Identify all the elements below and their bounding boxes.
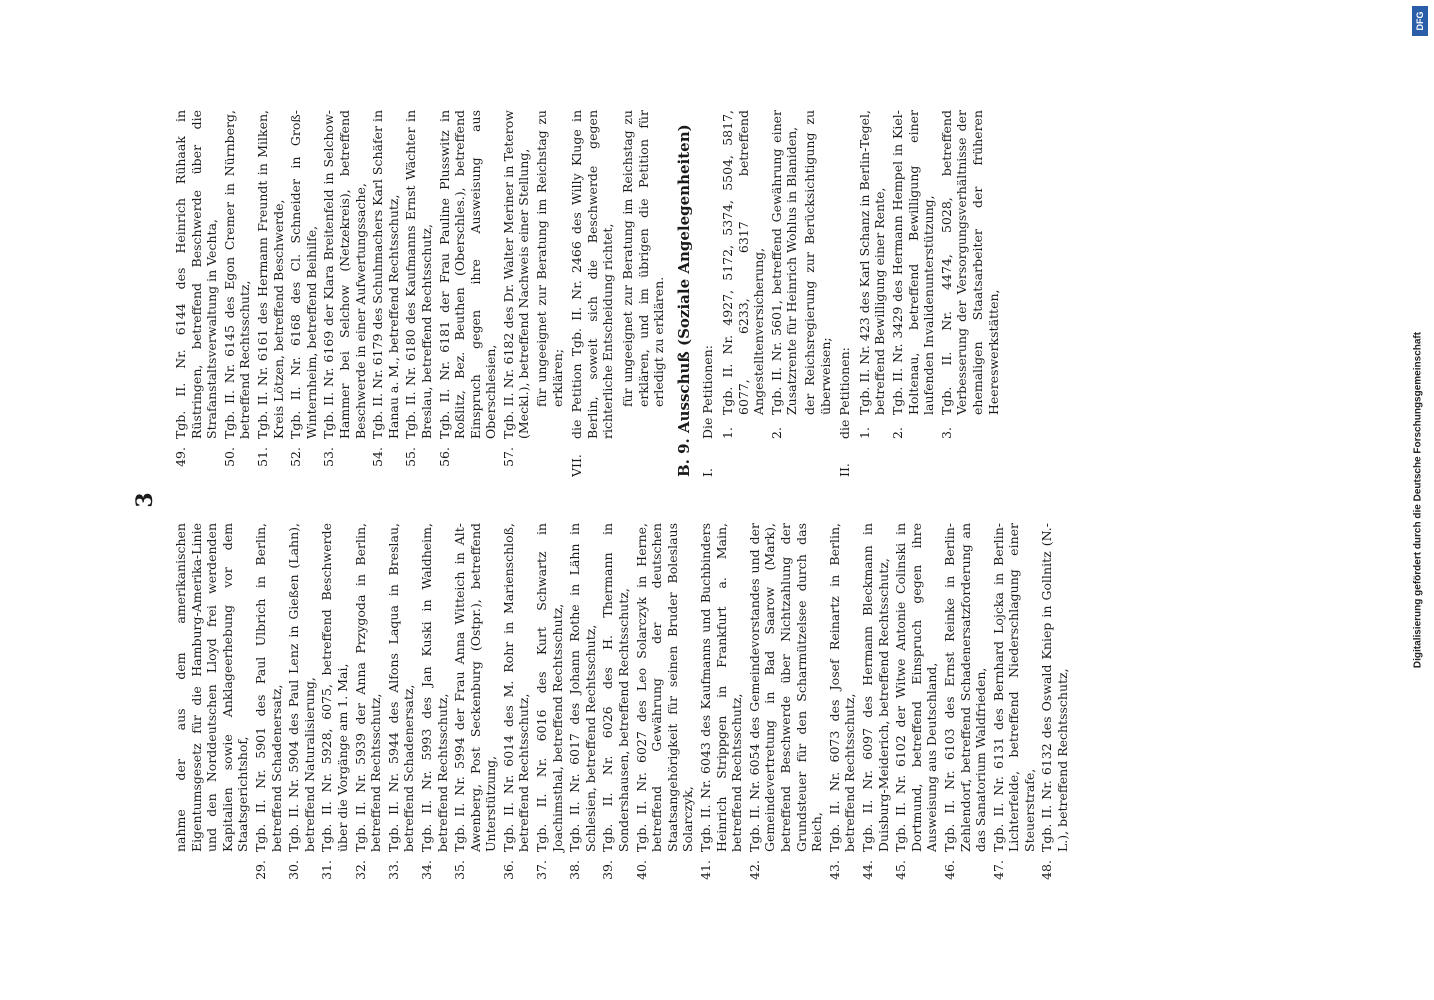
petition-entry [893,523,940,890]
petition-entry [286,523,317,890]
entry-text: Tgb. II. Nr. 6026 des H. Thermann in Sondershausen, betreffend Rechtsschutz, [600,523,632,852]
unsuitable-verdict: für ungeeignet zur Beratung im Reichstag zu erklären; [534,110,565,407]
entry-number: 57. [500,447,516,467]
item-ii-number: II. [837,463,853,477]
petition-entry [567,523,598,890]
petition-entry [991,523,1038,890]
petition-entry [501,110,532,477]
entry-number: 35. [452,860,468,880]
entry-number: 47. [990,860,1006,880]
entry-number: 30. [286,860,302,880]
entry-number: 53. [321,447,337,467]
item-ii [837,110,853,477]
entry-text: Tgb. II. Nr. 6073 des Josef Reinartz in Berlin, betreffend Rechtsschutz, [826,523,858,852]
entry-text: Tgb. II. Nr. 6097 des Hermann Bleckmann in Duisburg-Meiderich, betreffend Rechtsschutz, [859,523,891,852]
entry-text: Tgb. II. Nr. 6054 des Gemeindevorstandes und der Gemeindevertretung in Bad Saarow (Mark), betreffend Beschwerde über Nichtzahlung der Grundsteuer für den Scharmützelsee durch das Reich, [746,523,825,852]
entry-number: 54. [370,447,386,467]
entry-number: 43. [826,860,842,880]
petition-entry [370,110,401,477]
petition-entry [827,523,858,890]
entry-text: Tgb. II. Nr. 5944 des Alfons Laqua in Breslau, betreffend Schadenersatz, [385,523,417,852]
entry-text: Tgb. II. Nr. 6180 des Kaufmanns Ernst Wächter in Breslau, betreffend Rechtsschutz, [403,110,434,439]
page-number: 3 [132,492,158,508]
entry-text: Tgb. II. Nr. 6179 des Schuhmachers Karl Schäfer in Hanau a. M., betreffend Rechtsschutz, [370,110,401,439]
entry-text: Tgb. II. Nr. 6161 des Hermann Freundt in Milken, Kreis Lötzen, betreffend Beschwerde, [254,110,286,439]
entry-number: 37. [534,860,550,880]
entry-text: Tgb. II. Nr. 423 des Karl Schanz in Berlin-Tegel, betreffend Bewilligung einer Rente, [856,110,888,415]
entry-text: Tgb. II. Nr. 6131 des Bernhard Lojcka in Berlin-Lichterfelde, betreffend Niederschlagung einer Steuerstrafe, [990,523,1037,852]
petition-entry [321,110,368,477]
petition-entry [222,110,253,477]
petition-entry [173,110,220,477]
entry-number: 45. [893,860,909,880]
entry-text: Tgb. II. Nr. 6103 des Ernst Reinke in Berlin-Zehlendorf, betreffend Schadenersatzforderung an das Sanatorium Waldfrieden, [941,523,989,852]
petition-entry [534,523,565,890]
dfg-logo [1412,6,1428,36]
entry-text: Tgb. II. Nr. 3429 des Hermann Hempel in Kiel-Holtenau, betreffend Bewilligung einer laufenden Invalidenunterstützung, [889,110,937,415]
petition-entry [857,110,888,439]
left-column [173,523,1303,890]
entry-number: 41. [698,860,713,880]
funding-note-text: Digitalisierung gefördert durch die Deutsche Forschungsgemeinschaft [1412,331,1424,669]
entry-number: 33. [385,860,401,880]
petition-entry [860,523,891,890]
section-heading: B. 9. Ausschuß (Soziale Angelegenheiten) [674,124,693,477]
dfg-logo-text: DFG [1415,11,1425,31]
petition-entry [600,523,631,890]
entry-number: 40. [633,860,649,880]
entry-text: Tgb. II. Nr. 6102 der Witwe Antonie Colinski in Dortmund, betreffend Einspruch gegen ihre Ausweisung aus Deutschland, [893,523,940,852]
entry-number: 31. [319,860,335,880]
entry-number: 2. [889,427,905,439]
entry-number: 38. [567,860,583,880]
entry-text: Tgb. II. Nr. 5994 der Frau Anna Witteich in Alt-Awenberg, Post Seckenburg (Ostpr.), betreffend Unterstützung, [452,523,499,852]
entry-number: 32. [352,860,368,880]
petition-entry [253,523,284,890]
left-intro-text: nahme der aus dem amerikanischen Eigentumsgesetz für die Hamburg-Amerika-Linie und den Norddeutschen Lloyd frei werdenden Kapitalien sowie Anklageerhebung vor dem Staatsgerichtshof, [173,523,251,852]
entry-number: 42. [746,860,762,880]
entry-text: Tgb. II. Nr. 4927, 5172, 5374, 5504, 5817, 6077, 6233, 6317 betreffend Angestelltenversicherung, [720,110,767,415]
entry-text: Tgb. II. Nr. 4474, 5028, betreffend Verbesserung der Versorgungsverhältnisse der ehemaligen Staatsarbeiter der früheren Heereswerkstätten, [938,110,1001,415]
entry-text: Tgb. II. Nr. 6027 des Leo Solarczyk in Herne, betreffend Gewährung der deutschen Staatsangehörigkeit für seinen Bruder Boleslaus Solarczyk, [633,523,696,852]
item-i [700,110,716,477]
entry-text: Tgb. II. Nr. 6132 des Oswald Kniep in Gollnitz (N.-L.), betreffend Rechtsschutz, [1039,523,1071,852]
entry-number: 1. [856,427,872,439]
entry-number: 2. [768,427,784,439]
entry-text: Tgb. II. Nr. 6168 des Cl. Schneider in Groß-Winternheim, betreffend Beihilfe, [288,110,319,439]
entry-number: 1. [720,427,735,439]
petition-entry [403,110,434,477]
petition-entry [419,523,450,890]
entry-number: 48. [1039,860,1055,880]
entry-number: 50. [221,447,237,467]
right-entry-list [173,110,532,477]
petition-entry [255,110,286,477]
petition-entry [769,110,800,439]
rotated-document-page [97,70,1337,930]
entry-number: 44. [859,860,875,880]
petition-entry [386,523,417,890]
petition-entry [939,110,1001,439]
entry-text: Tgb. II. Nr. 6017 des Johann Rothe in Lähn in Schlesien, betreffend Rechtsschutz, [567,523,598,852]
entry-number: 46. [941,860,957,880]
entry-text: Tgb. II. Nr. 6014 des M. Rohr in Marienschloß, betreffend Rechtsschutz, [500,523,532,852]
entry-text: Tgb. II. Nr. 5904 des Paul Lenz in Gießen (Lahn), betreffend Naturalisierung, [286,523,317,852]
entry-number: 29. [252,860,268,880]
entry-text: Tgb. II. Nr. 6182 des Dr. Walter Meriner in Teterow (Meckl.), betreffend Nachweis einer Stellung, [500,110,532,439]
entry-number: 56. [436,447,452,467]
entry-text: Tgb. II. Nr. 5993 des Jan Kuski in Waldheim, betreffend Rechtsschutz, [418,523,450,852]
entry-text: Tgb. II. Nr. 5928, 6075, betreffend Beschwerde über die Vorgänge am 1. Mai, [319,523,350,852]
entry-text: Tgb. II. Nr. 5901 des Paul Ulbrich in Berlin, betreffend Schadenersatz, [252,523,284,852]
entry-number: 34. [418,860,434,880]
petition-entry [1039,523,1070,890]
petition-entry [288,110,319,477]
petition-entry [890,110,937,439]
petition-entry [747,523,825,890]
item-ii-list [857,110,1001,477]
entry-text: Tgb. II. Nr. 6016 des Kurt Schwartz in Joachimsthal, betreffend Rechtsschutz, [534,523,565,852]
petition-entry [437,110,499,477]
entry-text: Tgb. II. Nr. 6144 des Heinrich Rühaak in Rüstringen, betreffend Beschwerde über die Strafanstaltsverwaltung in Vechta, [173,110,220,439]
petition-entry [942,523,989,890]
item-vii-number: VII. [569,454,585,477]
entry-text: Tgb. II. Nr. 5601, betreffend Gewährung einer Zusatzrente für Heinrich Wohlus in Blaniden, [768,110,800,415]
right-column [173,110,1303,477]
item-i-text: Die Petitionen: [700,345,716,439]
item-vii [569,110,616,477]
funding-margin-note [1406,0,1430,1000]
item-i-number: I. [700,468,716,477]
item-i-list [720,110,800,477]
entry-text: Tgb. II. Nr. 5939 der Anna Przygoda in Berlin, betreffend Rechtsschutz, [352,523,384,852]
entry-number: 3. [938,427,954,439]
text-columns [173,110,1303,890]
petition-entry [452,523,499,890]
entry-number: 49. [173,447,188,467]
petition-entry [319,523,350,890]
left-entry-list [253,523,1071,890]
entry-text: Tgb. II. Nr. 6043 des Kaufmanns und Buchbinders Heinrich Strippgen in Frankfurt a. Main, betreffend Rechtsschutz, [698,523,745,852]
petition-entry [634,523,696,890]
item-vii-verdict: für ungeeignet zur Beratung im Reichstag zu erklären, und im übrigen die Petition für erledigt zu erklären. [620,110,667,407]
item-vii-text: die Petition Tgb. II. Nr. 2466 des Willy Kluge in Berlin, soweit sich die Beschwerde gegen richterliche Entscheidung richtet, [569,110,616,439]
petition-entry [720,110,767,439]
entry-number: 39. [600,860,616,880]
entry-number: 55. [403,447,419,467]
entry-number: 36. [500,860,516,880]
entry-text: Tgb. II. Nr. 6169 der Klara Breitenfeld in Selchow-Hammer bei Selchow (Netzekreis), betreffend Beschwerde in einer Aufwertungssache, [321,110,368,439]
entry-text: Tgb. II. Nr. 6145 des Egon Cremer in Nürnberg, betreffend Rechtsschutz, [221,110,253,439]
petition-entry [501,523,532,890]
item-i-verdict: der Reichsregierung zur Berücksichtigung zu überweisen; [801,110,833,415]
petition-entry [698,523,745,890]
item-ii-text: die Petitionen: [837,347,853,439]
entry-number: 52. [288,447,304,467]
petition-entry [353,523,384,890]
entry-text: Tgb. II. Nr. 6181 der Frau Pauline Plusswitz in Roßlitz, Bez. Beuthen (Oberschles.), betreffend Einspruch gegen ihre Ausweisung aus Oberschlesien, [436,110,499,439]
entry-number: 51. [254,447,270,467]
